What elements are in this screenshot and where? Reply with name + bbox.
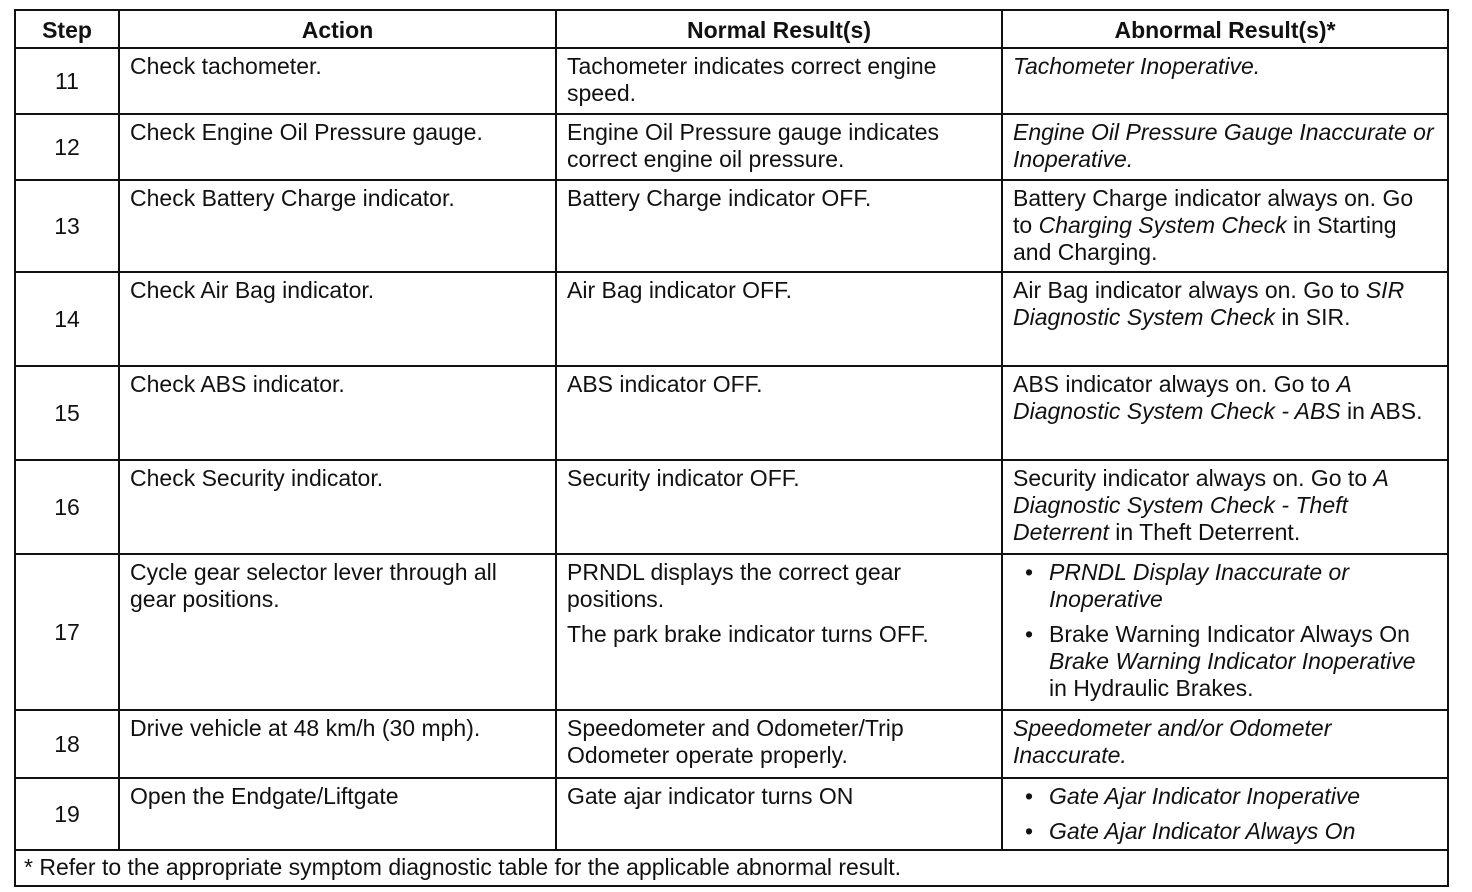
action-cell: Cycle gear selector lever through all gear positions. [119,554,556,710]
table-row [15,48,1448,114]
abnormal-result-text: in Starting and Charging. [1013,212,1397,265]
abnormal-result-cell [1002,272,1448,366]
abnormal-result-text: in Hydraulic Brakes. [1049,675,1254,701]
normal-result-cell [556,460,1002,554]
normal-result-text: ABS indicator OFF. [567,371,763,397]
list-item [1049,818,1437,845]
normal-result-text: Security indicator OFF. [567,465,800,491]
step-number: 12 [15,114,119,180]
footnote-row [15,850,1448,886]
step-number: 14 [15,272,119,366]
abnormal-result-text: in SIR. [1275,304,1351,330]
abnormal-result-link: PRNDL Display Inaccurate or Inoperative [1049,559,1349,612]
abnormal-result-cell [1002,48,1448,114]
abnormal-result-text: ABS indicator always on. Go to [1013,371,1337,397]
table-row [15,778,1448,850]
table-row [15,272,1448,366]
action-cell: Check Air Bag indicator. [119,272,556,366]
step-number: 17 [15,554,119,710]
action-cell: Check Battery Charge indicator. [119,180,556,272]
abnormal-result-text: Brake Warning Indicator Always On [1049,621,1410,647]
action-cell: Drive vehicle at 48 km/h (30 mph). [119,710,556,778]
abnormal-result-link: Speedometer and/or Odometer Inaccurate. [1013,715,1332,768]
normal-result-cell [556,114,1002,180]
abnormal-result-text: in ABS. [1340,398,1423,424]
normal-result-cell [556,554,1002,710]
abnormal-result-link: A Diagnostic System Check - Theft Deterrent [1013,465,1388,545]
abnormal-result-link: Engine Oil Pressure Gauge Inaccurate or Inoperative. [1013,119,1434,172]
normal-result-text: Battery Charge indicator OFF. [567,185,872,211]
header-step: Step [15,10,119,48]
abnormal-result-link: Gate Ajar Indicator Always On [1049,818,1356,844]
abnormal-result-text: Battery Charge indicator always on. Go to [1013,185,1414,238]
action-cell: Check Security indicator. [119,460,556,554]
abnormal-result-link: Tachometer Inoperative. [1013,53,1261,79]
abnormal-result-cell [1002,778,1448,850]
table-row [15,366,1448,460]
normal-result-cell [556,180,1002,272]
abnormal-result-cell [1002,180,1448,272]
normal-result-text: Air Bag indicator OFF. [567,277,792,303]
step-number: 19 [15,778,119,850]
diagnostic-table [14,9,1449,887]
action-cell: Check tachometer. [119,48,556,114]
normal-result-cell [556,778,1002,850]
header-abnormal-results: Abnormal Result(s)* [1002,10,1448,48]
action-cell: Check Engine Oil Pressure gauge. [119,114,556,180]
abnormal-result-text: Security indicator always on. Go to [1013,465,1374,491]
abnormal-result-cell [1002,114,1448,180]
abnormal-result-text: in Theft Deterrent. [1108,519,1301,545]
abnormal-result-link: A Diagnostic System Check - ABS [1013,371,1351,424]
list-item [1049,783,1437,810]
step-number: 18 [15,710,119,778]
action-cell: Open the Endgate/Liftgate [119,778,556,850]
normal-result-cell [556,48,1002,114]
normal-result-text: The park brake indicator turns OFF. [567,621,929,647]
abnormal-result-cell [1002,710,1448,778]
abnormal-result-list [1013,559,1437,702]
abnormal-result-link: Charging System Check [1038,212,1287,238]
normal-result-cell [556,366,1002,460]
step-number: 13 [15,180,119,272]
table-row [15,710,1448,778]
abnormal-result-link: SIR Diagnostic System Check [1013,277,1405,330]
table-row [15,114,1448,180]
footnote: * Refer to the appropriate symptom diagnostic table for the applicable abnormal result. [15,850,1448,886]
header-action: Action [119,10,556,48]
table-row [15,180,1448,272]
action-cell: Check ABS indicator. [119,366,556,460]
normal-result-cell [556,272,1002,366]
header-normal-results: Normal Result(s) [556,10,1002,48]
table-row [15,460,1448,554]
step-number: 16 [15,460,119,554]
abnormal-result-cell [1002,554,1448,710]
normal-result-text: PRNDL displays the correct gear positions. [567,559,902,612]
list-item [1049,559,1437,613]
header-row [15,10,1448,48]
diagnostic-table-container [14,9,1447,887]
normal-result-text: Tachometer indicates correct engine speed. [567,53,937,106]
abnormal-result-list [1013,783,1437,845]
abnormal-result-text: Air Bag indicator always on. Go to [1013,277,1366,303]
normal-result-text: Gate ajar indicator turns ON [567,783,854,809]
abnormal-result-cell [1002,366,1448,460]
step-number: 15 [15,366,119,460]
normal-result-text: Speedometer and Odometer/Trip Odometer operate properly. [567,715,904,768]
list-item [1049,621,1437,702]
normal-result-cell [556,710,1002,778]
normal-result-text: Engine Oil Pressure gauge indicates correct engine oil pressure. [567,119,940,172]
abnormal-result-cell [1002,460,1448,554]
step-number: 11 [15,48,119,114]
abnormal-result-link: Brake Warning Indicator Inoperative [1049,648,1416,674]
table-row [15,554,1448,710]
abnormal-result-link: Gate Ajar Indicator Inoperative [1049,783,1361,809]
